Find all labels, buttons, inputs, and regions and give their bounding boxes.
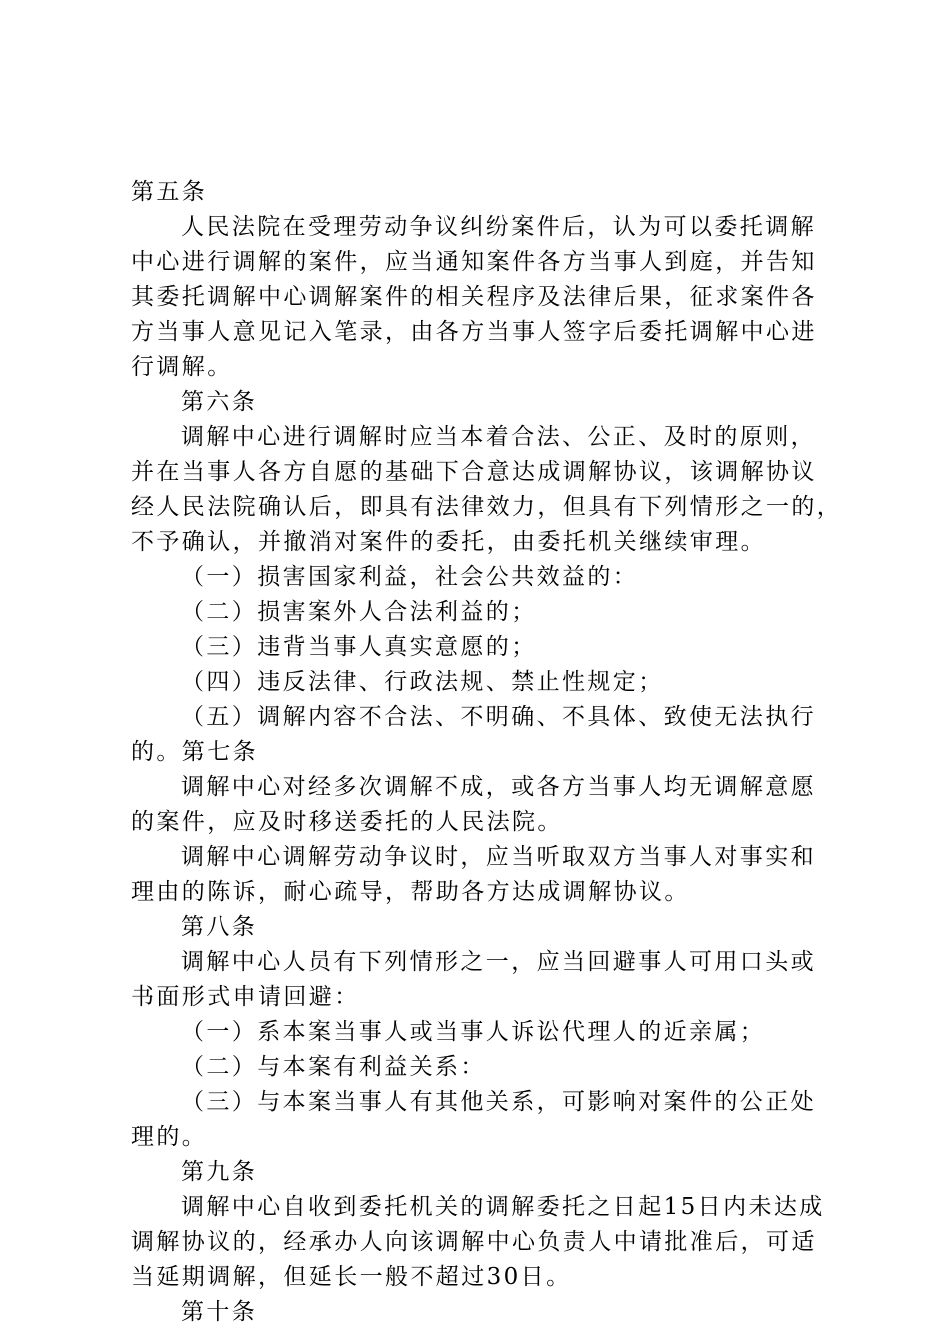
- doc-line-2: 人民法院在受理劳动争议纠纷案件后，认为可以委托调解: [181, 214, 816, 240]
- doc-line-22: 第八条: [181, 914, 258, 940]
- doc-line-4: 其委托调解中心调解案件的相关程序及法律后果，征求案件各: [131, 284, 817, 310]
- doc-line-17: 的。第七条: [131, 739, 258, 765]
- doc-line-14: （三）违背当事人真实意愿的；: [181, 634, 537, 660]
- doc-line-9: 并在当事人各方自愿的基础下合意达成调解协议，该调解协议: [131, 459, 817, 485]
- doc-line-26: （二）与本案有利益关系：: [181, 1054, 486, 1080]
- doc-line-3: 中心进行调解的案件，应当通知案件各方当事人到庭，并告知: [131, 249, 817, 275]
- doc-line-7: 第六条: [181, 389, 258, 415]
- doc-line-12: （一）损害国家利益，社会公共效益的：: [181, 564, 639, 590]
- doc-line-25: （一）系本案当事人或当事人诉讼代理人的近亲属；: [181, 1019, 766, 1045]
- doc-line-15: （四）违反法律、行政法规、禁止性规定；: [181, 669, 664, 695]
- doc-line-21: 理由的陈诉，耐心疏导，帮助各方达成调解协议。: [131, 879, 690, 905]
- doc-line-18: 调解中心对经多次调解不成，或各方当事人均无调解意愿: [181, 774, 816, 800]
- doc-line-11: 不予确认，并撤消对案件的委托，由委托机关继续审理。: [131, 529, 766, 555]
- doc-line-33: 第十条: [181, 1299, 258, 1325]
- doc-line-30: 调解中心自收到委托机关的调解委托之日起15日内未达成: [181, 1194, 825, 1220]
- doc-line-20: 调解中心调解劳动争议时，应当听取双方当事人对事实和: [181, 844, 816, 870]
- doc-line-27: （三）与本案当事人有其他关系，可影响对案件的公正处: [181, 1089, 816, 1115]
- doc-line-10: 经人民法院确认后，即具有法律效力，但具有下列情形之一的，: [131, 494, 843, 520]
- doc-line-13: （二）损害案外人合法利益的；: [181, 599, 537, 625]
- doc-line-19: 的案件，应及时移送委托的人民法院。: [131, 809, 563, 835]
- doc-line-1: 第五条: [131, 179, 208, 205]
- doc-line-6: 行调解。: [131, 354, 233, 380]
- doc-line-5: 方当事人意见记入笔录，由各方当事人签字后委托调解中心进: [131, 319, 817, 345]
- doc-line-8: 调解中心进行调解时应当本着合法、公正、及时的原则，: [181, 424, 816, 450]
- doc-line-29: 第九条: [181, 1159, 258, 1185]
- doc-line-24: 书面形式申请回避：: [131, 984, 360, 1010]
- doc-line-31: 调解协议的，经承办人向该调解中心负责人中请批准后，可适: [131, 1229, 817, 1255]
- doc-line-32: 当延期调解，但延长一般不超过30日。: [131, 1264, 572, 1290]
- doc-line-16: （五）调解内容不合法、不明确、不具体、致使无法执行: [181, 704, 816, 730]
- doc-line-28: 理的。: [131, 1124, 208, 1150]
- doc-line-23: 调解中心人员有下列情形之一，应当回避事人可用口头或: [181, 949, 816, 975]
